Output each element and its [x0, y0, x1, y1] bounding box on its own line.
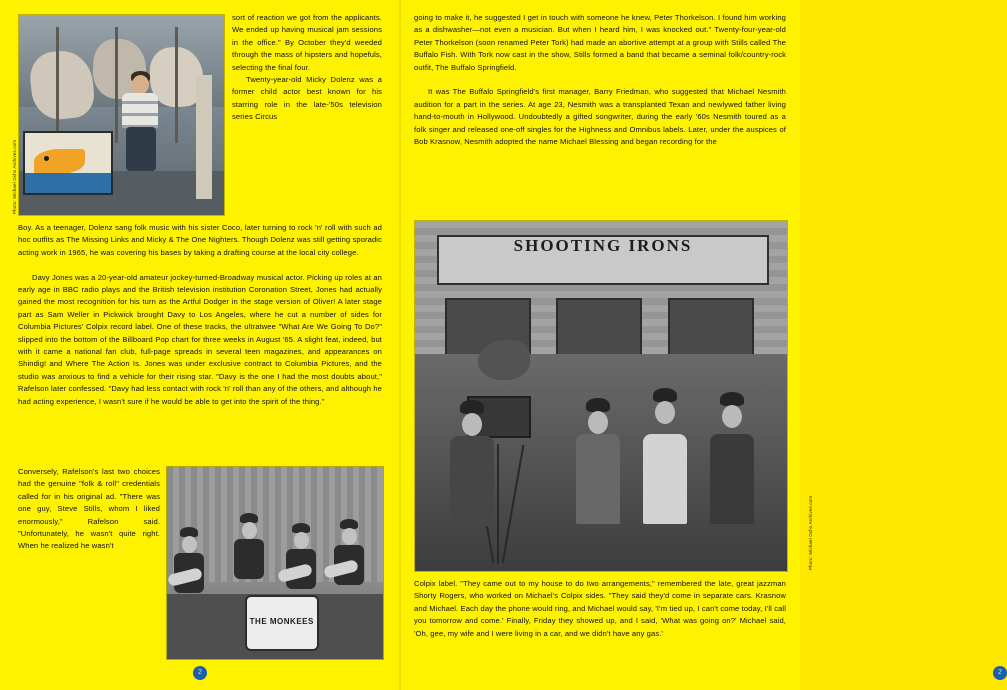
paragraph: going to make it, he suggested I get in touch with someone he knew, Peter Thorkelson. I found him working as a dishwasher—not even a musician. But when I heard him, I was knocked out." Twenty-four-year-old Peter Thorkelson (soon renamed Peter Tork) had made an abortive attempt at a group with Stills called The Buffalo Fish. With Tork now cast in the show, Stills formed a band that became a seminal folk/country-rock outfit, The Buffalo Springfield.: [414, 13, 786, 72]
left-body-text: [18, 222, 382, 408]
paragraph: Colpix label. "They came out to my house to do two arrangements," remembered the late, great jazzman Shorty Rogers, who worked on Michael's Colpix sides. "They said they'd come in separate cars. Krasnow and Michael. Each day the phone would ring, and Michael would say, 'I'm tied up, I can't come today, I'll call you tomorrow and come.' Finally, Friday they showed up, and I said, 'What was going on?' Michael said, 'Oh, gee, my wife and I were living in a car, and we didn't have any gas.': [414, 579, 786, 638]
carousel-photo-illustration: [19, 15, 224, 215]
falcon: [478, 340, 530, 380]
sign-text: SHOOTING IRONS: [513, 236, 693, 255]
shooting-irons-photo: [414, 220, 788, 572]
right-bottom-column: [414, 578, 786, 640]
bass-drum: [245, 595, 319, 651]
page-number-right: 2: [993, 666, 1007, 680]
monkees-band-illustration: [167, 467, 383, 659]
paragraph: Davy Jones was a 20-year-old amateur jockey-turned-Broadway musical actor. Picking up roles at an early age in BBC radio plays and the British television institution Coronation Street, Jones had actually gained the most recognition for his turn as the Artful Dodger in the stage version of Oliver! A later stage part as Sam Weller in Pickwick brought Davy to Los Angeles, where he cut a number of sides for Columbia Pictures' Colpix record label. One of these tracks, the ultratwee "What Are We Going To Do?" slipped into the bottom of the Billboard Pop chart for three weeks in August '65. A slight feat, indeed, but with it came a national fan club, full-page spreads in several teen magazines, and appearances on Shindig! and Where The Action Is. Jones was under exclusive contract to Columbia Pictures, and the studio was anxious to find a vehicle for their rising star. "Davy is the one I had the most doubts about," Rafelson later confessed. "Davy had less contact with rock 'n' roll than any of the others, and although he had acting experience, I wasn't sure if he would be able to get into the spirit of the thing.": [18, 272, 382, 406]
paragraph: Conversely, Rafelson's last two choices had the genuine "folk & roll" credentials called for in his original ad. "There was one guy, Steve Stills, whom I liked enormously," Rafelson said. "Unfortunately, he wasn't quite right. When he realized he wasn't: [18, 467, 160, 551]
left-photo-credit: Photo: Michael Ochs Archives.com: [12, 139, 17, 214]
right-page: [400, 0, 1002, 690]
paragraph: Twenty-year-old Micky Dolenz was a former child actor best known for his starring role in the late-'50s television series Circus: [232, 75, 382, 122]
shooting-irons-illustration: [415, 221, 787, 571]
monkees-band-photo: [166, 466, 384, 660]
right-top-column: [414, 12, 786, 148]
paragraph: sort of reaction we got from the applicants. We ended up having musical jam sessions in the office." By October they'd weeded through the mass of hipsters and hopefuls, selecting the final four.: [232, 13, 382, 72]
right-photo-credit: Photo: Michael Ochs Archives.com: [808, 495, 813, 570]
shooting-irons-sign: [437, 235, 768, 285]
left-top-column: [232, 12, 382, 124]
page-number-left: 2: [193, 666, 207, 680]
paragraph: Boy. As a teenager, Dolenz sang folk music with his sister Coco, later turning to rock 'n' roll with such ad hoc outfits as The Missing Links and Micky & The One Nighters. Though Dolenz was still getting sporadic acting work in 1965, he was covering his bases by taking a drafting course at the local city college.: [18, 223, 382, 257]
left-wrap-text: [18, 466, 160, 553]
left-page: [0, 0, 400, 690]
drum-logo-text: THE MONKEES: [249, 617, 314, 627]
carousel-photo: [18, 14, 225, 216]
paragraph: It was The Buffalo Springfield's first manager, Barry Friedman, who suggested that Michael Nesmith audition for a part in the series. At age 23, Nesmith was a transplanted Texan and newlywed father living hand-to-mouth in Hollywood. Undoubtedly a gifted songwriter, during the early '60s Nesmith toured as a folk singer and released one-off singles for the Highness and Omnibus labels. Later, under the auspices of Bob Krasnow, Nesmith adopted the name Michael Blessing and began recording for the: [414, 87, 786, 147]
